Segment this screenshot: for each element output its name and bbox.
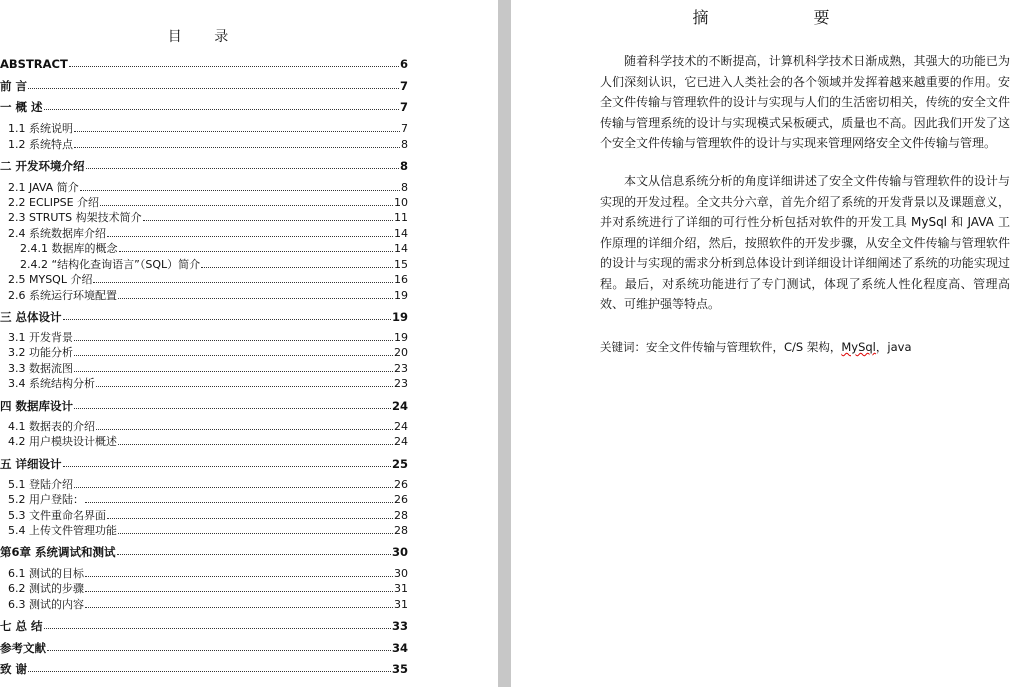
toc-entry-label: 3.1 开发背景	[8, 331, 73, 344]
toc-entry[interactable]	[0, 361, 408, 375]
toc-leader-dots	[85, 501, 393, 503]
toc-entry[interactable]	[0, 272, 408, 286]
toc-entry[interactable]	[0, 158, 408, 172]
toc-entry[interactable]	[0, 566, 408, 580]
toc-entry[interactable]	[0, 456, 408, 470]
toc-entry-page: 8	[399, 159, 408, 173]
toc-entry[interactable]	[0, 288, 408, 302]
toc-entry-label: 致 谢	[0, 662, 28, 676]
toc-leader-dots	[74, 486, 393, 488]
toc-leader-dots	[74, 339, 393, 341]
toc-entry-label: 4.2 用户模块设计概述	[8, 435, 117, 448]
toc-entry-page: 15	[394, 258, 408, 271]
toc-entry-label: 二 开发环境介绍	[0, 159, 85, 173]
toc-entry[interactable]	[0, 180, 408, 194]
toc-entry-label: 2.1 JAVA 简介	[8, 181, 79, 194]
toc-entry-page: 31	[394, 598, 408, 611]
toc-leader-dots	[74, 130, 400, 132]
toc-entry-page: 8	[401, 138, 408, 151]
toc-entry-label: 三 总体设计	[0, 310, 62, 324]
toc-entry-label: 3.4 系统结构分析	[8, 377, 95, 390]
toc-entry-page: 25	[391, 457, 408, 471]
toc-entry-label: 参考文献	[0, 641, 46, 655]
toc-entry-page: 20	[394, 346, 408, 359]
toc-entry-label: 6.1 测试的目标	[8, 567, 84, 580]
toc-leader-dots	[107, 517, 393, 519]
toc-entry-label: 2.4.2 “结构化查询语言”（SQL）简介	[20, 258, 201, 271]
toc-entry-page: 8	[401, 181, 408, 194]
toc-entry-page: 23	[394, 362, 408, 375]
toc-entry-label: 四 数据库设计	[0, 399, 74, 413]
toc-leader-dots	[85, 575, 393, 577]
toc-entry-page: 28	[394, 509, 408, 522]
toc-entry[interactable]	[0, 661, 408, 675]
toc-entry-page: 26	[394, 478, 408, 491]
toc-entry-label: 5.3 文件重命名界面	[8, 509, 106, 522]
toc-entry-label: 1.1 系统说明	[8, 122, 73, 135]
keyword-mysql: MySql	[841, 340, 876, 354]
keywords-label: 关键词：	[600, 340, 646, 354]
toc-entry-label: 3.2 功能分析	[8, 346, 73, 359]
toc-leader-dots	[74, 354, 393, 356]
toc-entry[interactable]	[0, 121, 408, 135]
toc-leader-dots	[74, 146, 400, 148]
toc-entry-label: 5.1 登陆介绍	[8, 478, 73, 491]
toc-entry[interactable]	[0, 477, 408, 491]
toc-entry[interactable]	[0, 241, 408, 255]
toc-entry-page: 11	[394, 211, 408, 224]
toc-entry[interactable]	[0, 195, 408, 209]
toc-entry-page: 19	[394, 289, 408, 302]
toc-entry[interactable]	[0, 544, 408, 558]
toc-leader-dots	[44, 108, 399, 110]
toc-entry-page: 14	[394, 242, 408, 255]
toc-entry-page: 23	[394, 377, 408, 390]
toc-entry[interactable]	[0, 78, 408, 92]
toc-entry-label: 6.3 测试的内容	[8, 598, 84, 611]
toc-entry-page: 24	[391, 399, 408, 413]
toc-entry[interactable]	[0, 398, 408, 412]
toc-leader-dots	[74, 370, 393, 372]
toc-leader-dots	[143, 219, 393, 221]
toc-leader-dots	[86, 167, 399, 169]
toc-entry[interactable]	[0, 597, 408, 611]
toc-leader-dots	[96, 385, 393, 387]
toc-title: 目 录	[167, 29, 243, 45]
toc-leader-dots	[28, 670, 391, 672]
toc-entry-page: 30	[394, 567, 408, 580]
toc-entry[interactable]	[0, 434, 408, 448]
toc-entry-label: 4.1 数据表的介绍	[8, 420, 95, 433]
toc-entry-page: 31	[394, 582, 408, 595]
toc-leader-dots	[107, 235, 393, 237]
toc-entry-label: 5.2 用户登陆：	[8, 493, 84, 506]
toc-entry-label: 2.5 MYSQL 介绍	[8, 273, 93, 286]
toc-entry-label: 2.3 STRUTS 构架技术简介	[8, 211, 142, 224]
page-gutter	[498, 0, 511, 687]
toc-entry-label: 2.6 系统运行环境配置	[8, 289, 117, 302]
toc-entry-label: 2.2 ECLIPSE 介绍	[8, 196, 100, 209]
toc-entry-page: 19	[394, 331, 408, 344]
keywords-line	[600, 339, 1010, 355]
toc-entry-page: 10	[394, 196, 408, 209]
toc-entry-label: 2.4 系统数据库介绍	[8, 227, 106, 240]
toc-leader-dots	[47, 649, 391, 651]
toc-entry-label: 一 概 述	[0, 100, 43, 114]
toc-entry-page: 26	[394, 493, 408, 506]
toc-entry[interactable]	[0, 226, 408, 240]
toc-leader-dots	[63, 318, 391, 320]
toc-leader-dots	[44, 627, 391, 629]
abstract-paragraph-1: 随着科学技术的不断提高，计算机科学技术日渐成熟，其强大的功能已为人们深刻认识，它已进入人类社会的各个领域并发挥着越来越重要的作用。安全文件传输与管理软件的设计与实现与人们的生活密切相关，传统的安全文件传输与管理系统的设计与实现模式呆板硬式，质量也不高。因此我们开发了这个安全文件传输与管理软件的设计与实现来管理网络安全文件传输与管理。	[600, 54, 1010, 150]
toc-leader-dots	[85, 590, 393, 592]
toc-leader-dots	[28, 87, 399, 89]
toc-entry-label: 前 言	[0, 79, 28, 93]
toc-entry-page: 14	[394, 227, 408, 240]
toc-entry-page: 28	[394, 524, 408, 537]
abstract-paragraph-2: 本文从信息系统分析的角度详细讲述了安全文件传输与管理软件的设计与实现的开发过程。全文共分六章，首先介绍了系统的开发背景以及课题意义，并对系统进行了详细的可行性分析包括对软件的开发工具 MySql 和 JAVA 工作原理的详细介绍，然后，按照软件的开发步骤，从安全文件传输与管理软件的设计与实现的需求分析到总体设计到详细设计详细阐述了系统的功能实现过程。最后，对系统功能进行了专门测试，体现了系统人性化程度高、管理高效、可维护强等特点。	[600, 174, 1010, 311]
toc-leader-dots	[74, 407, 391, 409]
toc-entry-page: 7	[399, 100, 408, 114]
toc-entry-page: 6	[399, 57, 408, 71]
toc-entry[interactable]	[0, 210, 408, 224]
toc-leader-dots	[63, 465, 391, 467]
toc-entry-page: 33	[391, 619, 408, 633]
toc-entry-page: 34	[391, 641, 408, 655]
toc-leader-dots	[100, 204, 393, 206]
toc-entry[interactable]	[0, 492, 408, 506]
toc-entry[interactable]	[0, 581, 408, 595]
toc-entry[interactable]	[0, 640, 408, 654]
toc-entry[interactable]	[0, 508, 408, 522]
toc-entry-page: 35	[391, 662, 408, 676]
toc-entry[interactable]	[0, 99, 408, 113]
keywords-tail: ，java	[875, 340, 912, 354]
toc-leader-dots	[119, 250, 394, 252]
toc-leader-dots	[69, 65, 399, 67]
toc-entry-page: 24	[394, 420, 408, 433]
toc-entry[interactable]	[0, 376, 408, 390]
toc-entry-label: ABSTRACT	[0, 57, 68, 71]
toc-entry-page: 19	[391, 310, 408, 324]
toc-entry-page: 30	[391, 545, 408, 559]
toc-leader-dots	[80, 189, 400, 191]
toc-leader-dots	[117, 553, 391, 555]
toc-entry-label: 3.3 数据流图	[8, 362, 73, 375]
toc-entry[interactable]	[0, 618, 408, 632]
toc-entry-label: 五 详细设计	[0, 457, 62, 471]
toc-entry-label: 2.4.1 数据库的概念	[20, 242, 118, 255]
toc-entry-page: 7	[399, 79, 408, 93]
toc-entry[interactable]	[0, 523, 408, 537]
toc-entry-label: 七 总 结	[0, 619, 43, 633]
toc-entry-label: 1.2 系统特点	[8, 138, 73, 151]
keywords-text: 安全文件传输与管理软件，C/S 架构，	[646, 340, 842, 354]
toc-entry-page: 7	[401, 122, 408, 135]
toc-entry[interactable]	[0, 345, 408, 359]
toc-entry[interactable]	[0, 309, 408, 323]
toc-leader-dots	[85, 606, 393, 608]
toc-leader-dots	[201, 266, 393, 268]
toc-entry[interactable]	[0, 330, 408, 344]
toc-entry[interactable]	[0, 419, 408, 433]
toc-entry-label: 6.2 测试的步骤	[8, 582, 84, 595]
abstract-title: 摘 要	[692, 8, 880, 27]
toc-page	[0, 0, 498, 687]
toc-entry-label: 第6章 系统调试和测试	[0, 545, 116, 559]
toc-entry-page: 16	[394, 273, 408, 286]
toc-entry-page: 24	[394, 435, 408, 448]
toc-leader-dots	[118, 443, 393, 445]
toc-entry[interactable]	[0, 56, 408, 70]
toc-leader-dots	[118, 297, 393, 299]
toc-leader-dots	[118, 532, 393, 534]
toc-entry[interactable]	[0, 257, 408, 271]
toc-entry-label: 5.4 上传文件管理功能	[8, 524, 117, 537]
toc-leader-dots	[93, 281, 393, 283]
toc-leader-dots	[96, 428, 393, 430]
abstract-page	[511, 0, 1011, 687]
toc-entry[interactable]	[0, 137, 408, 151]
